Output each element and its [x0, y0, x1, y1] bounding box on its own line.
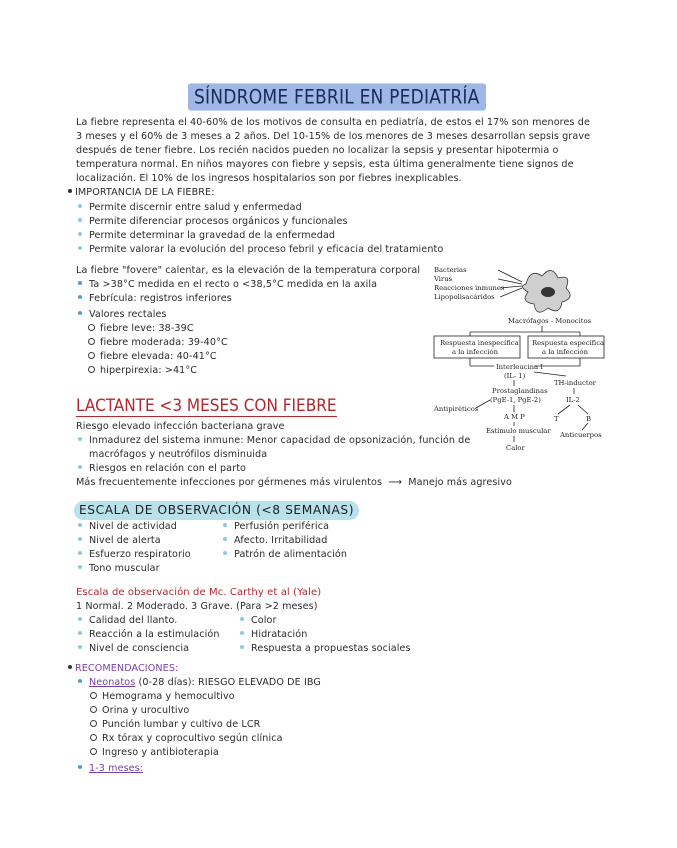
bullet-icon — [223, 523, 227, 527]
list-item — [78, 462, 246, 476]
list-item — [78, 201, 302, 215]
definicion-line: La fiebre "fovere" calentar, es la elevación de la temperatura corporal — [76, 265, 421, 276]
bullet-icon — [78, 679, 82, 683]
escala-heading: ESCALA DE OBSERVACIÓN (<8 SEMANAS) — [74, 501, 359, 520]
circle-bullet-icon — [88, 338, 95, 345]
list-item-text: Reacción a la estimulación — [89, 629, 220, 640]
list-item-text: Calidad del llanto. — [89, 615, 178, 626]
list-item — [78, 520, 177, 534]
antipireticos-label: Antipiréticos — [434, 405, 479, 413]
bullet-icon — [223, 537, 227, 541]
list-item-text: Respuesta a propuestas sociales — [251, 643, 411, 654]
bullet-icon — [78, 523, 82, 527]
bullet-icon — [78, 765, 82, 769]
prostaglandinas-label: Prostaglandinas — [492, 387, 548, 395]
respuesta-inespecifica-line: Respuesta inespecífica — [440, 339, 519, 347]
list-item — [78, 243, 443, 257]
valores-heading: Valores rectales — [89, 309, 167, 320]
list-item — [90, 732, 283, 746]
intro-line: temperatura normal. En niños mayores con fiebre y sepsis, esta última generalmente tiene signos de — [76, 159, 574, 170]
circle-bullet-icon — [90, 692, 97, 699]
b-cell-label: B — [586, 415, 591, 423]
list-item — [223, 548, 347, 562]
recomendaciones-title: RECOMENDACIONES: — [75, 663, 179, 674]
list-item — [78, 642, 189, 656]
intro-line: después de tener fiebre. Los recién nacidos pueden no localizar la sepsis y presentar hipotermia o — [76, 145, 559, 156]
respuesta-especifica-line: Respuesta específica — [532, 339, 605, 347]
amp-label: A M P — [504, 413, 525, 421]
list-item-text: Hidratación — [251, 629, 308, 640]
valor-text: fiebre moderada: 39-40°C — [100, 337, 228, 348]
list-item-text: Inmadurez del sistema inmune: Menor capacidad de opsonización, función de — [89, 435, 471, 446]
list-item — [78, 292, 232, 306]
list-item-text: Permite discernir entre salud y enfermedad — [89, 202, 302, 213]
list-item-text: Nivel de alerta — [89, 535, 161, 546]
calor-label: Calor — [506, 444, 525, 452]
bullet-icon — [78, 437, 82, 441]
bullet-icon — [78, 204, 82, 208]
list-item-text: Rx tórax y coprocultivo según clínica — [102, 733, 283, 744]
intro-line: 3 meses y el 60% de 3 meses a 2 años. Del 10-15% de los menores de 3 meses desarrollan sepsis grave — [76, 131, 591, 142]
circle-bullet-icon — [88, 352, 95, 359]
list-item — [90, 718, 260, 732]
bullet-icon — [240, 645, 244, 649]
list-item — [78, 278, 377, 292]
agent-label: Bacterias — [434, 266, 467, 274]
list-item — [78, 676, 321, 690]
bullet-icon — [78, 565, 82, 569]
arrow-right-icon: ⟶ — [388, 477, 403, 488]
bullet-icon — [78, 645, 82, 649]
bullet-icon — [78, 617, 82, 621]
list-item — [78, 548, 191, 562]
bullet-icon — [78, 295, 82, 299]
list-item-text: Orina y urocultivo — [102, 705, 190, 716]
list-item — [78, 308, 167, 322]
list-item — [223, 534, 327, 548]
list-item — [78, 229, 335, 243]
mas-line — [76, 476, 512, 490]
bullet-icon — [78, 246, 82, 250]
fever-pathophysiology-diagram — [430, 262, 610, 458]
list-item-text: Hemograma y hemocultivo — [102, 691, 235, 702]
meses-label: 1-3 meses: — [89, 763, 144, 774]
list-item — [78, 562, 160, 576]
bullet-icon — [78, 631, 82, 635]
list-item-text: Perfusión periférica — [234, 521, 330, 532]
list-item — [90, 746, 219, 760]
t-cell-label: T — [554, 415, 559, 423]
riesgo-line: Riesgo elevado infección bacteriana grave — [76, 421, 285, 432]
list-item-text: Patrón de alimentación — [234, 549, 348, 560]
respuesta-especifica-line: a la infección — [542, 348, 588, 356]
circle-bullet-icon — [90, 734, 97, 741]
ta-text: Ta >38°C medida en el recto o <38,5°C medida en la axila — [89, 279, 378, 290]
bullet-icon — [240, 631, 244, 635]
bullet-icon — [78, 537, 82, 541]
neonatos-rest: (0-28 días): RIESGO ELEVADO DE IBG — [138, 677, 321, 688]
macrofagos-label: Macrófagos - Monocitos — [508, 317, 592, 325]
bullet-icon — [68, 665, 72, 669]
list-item — [88, 364, 197, 378]
bullet-icon — [240, 617, 244, 621]
yale-heading: Escala de observación de Mc. Carthy et al (Yale) — [76, 587, 322, 598]
circle-bullet-icon — [88, 366, 95, 373]
estimulo-label: Estímulo muscular — [486, 427, 551, 435]
interleucina-label: Interleucina I — [496, 363, 543, 371]
valor-text: fiebre leve: 38-39C — [100, 323, 194, 334]
bullet-icon — [78, 218, 82, 222]
valor-text: hiperpirexia: >41°C — [100, 365, 198, 376]
recomendaciones-heading — [68, 662, 178, 676]
manejo-text: Manejo más agresivo — [408, 477, 513, 488]
list-item-text: Color — [251, 615, 277, 626]
intro-line: localización. El 10% de los ingresos hospitalarios son por fiebres inexplicables. — [76, 173, 462, 184]
valor-text: fiebre elevada: 40-41°C — [100, 351, 217, 362]
bullet-icon — [78, 551, 82, 555]
list-item-text: Tono muscular — [89, 563, 160, 574]
list-item — [88, 322, 194, 336]
list-item-text: Permite valorar la evolución del proceso febril y eficacia del tratamiento — [89, 244, 444, 255]
list-item-text: Permite determinar la gravedad de la enfermedad — [89, 230, 336, 241]
circle-bullet-icon — [90, 748, 97, 755]
febricula-text: Febrícula: registros inferiores — [89, 293, 232, 304]
respuesta-inespecifica-line: a la infección — [452, 348, 498, 356]
list-item — [78, 762, 143, 776]
circle-bullet-icon — [88, 324, 95, 331]
page-title: SÍNDROME FEBRIL EN PEDIATRÍA — [188, 83, 486, 110]
list-item-text: Ingreso y antibioterapia — [102, 747, 219, 758]
list-item-text: Nivel de actividad — [89, 521, 177, 532]
neonatos-label: Neonatos — [89, 677, 136, 688]
yale-scale: 1 Normal. 2 Moderado. 3 Grave. (Para >2 meses) — [76, 601, 318, 612]
list-item — [223, 520, 329, 534]
list-item-continuation: macrófagos y neutrófilos disminuida — [89, 449, 268, 460]
circle-bullet-icon — [90, 706, 97, 713]
importancia-title: IMPORTANCIA DE LA FIEBRE: — [75, 187, 215, 198]
mas-text: Más frecuentemente infecciones por gérmenes más virulentos — [76, 477, 383, 488]
list-item-text: Afecto. Irritabilidad — [234, 535, 328, 546]
list-item — [78, 534, 161, 548]
bullet-icon — [68, 189, 72, 193]
list-item — [78, 215, 348, 229]
agent-label: Virus — [434, 275, 453, 283]
list-item — [78, 434, 470, 448]
bullet-icon — [78, 465, 82, 469]
list-item — [90, 704, 189, 718]
list-item — [90, 690, 235, 704]
list-item — [240, 642, 411, 656]
circle-bullet-icon — [90, 720, 97, 727]
list-item-text: Nivel de consciencia — [89, 643, 190, 654]
list-item — [88, 336, 228, 350]
bullet-icon — [223, 551, 227, 555]
agent-label: Lipopolisacáridos — [434, 293, 495, 301]
list-item — [78, 628, 220, 642]
list-item-text: Punción lumbar y cultivo de LCR — [102, 719, 261, 730]
bullet-icon — [78, 311, 82, 315]
prostaglandinas-label: (PgE-1, PgE-2) — [490, 396, 541, 404]
th-label: TH-inductor — [554, 379, 596, 387]
list-item-text: Riesgos en relación con el parto — [89, 463, 247, 474]
interleucina-label: (IL- 1) — [504, 372, 526, 380]
list-item — [78, 614, 177, 628]
agent-label: Reacciones inmunes — [434, 284, 505, 292]
importancia-heading — [68, 186, 215, 200]
nucleus-icon — [541, 287, 555, 297]
list-item — [88, 350, 217, 364]
anticuerpos-label: Anticuerpos — [560, 431, 602, 439]
list-item — [240, 628, 307, 642]
bullet-icon — [78, 281, 82, 285]
bullet-icon — [78, 232, 82, 236]
list-item-text: Permite diferenciar procesos orgánicos y funcionales — [89, 216, 348, 227]
intro-line: La fiebre representa el 40-60% de los motivos de consulta en pediatría, de estos el 17% son menores de — [76, 117, 590, 128]
il2-label: IL-2 — [566, 396, 580, 404]
list-item — [240, 614, 277, 628]
lactante-heading: LACTANTE <3 MESES CON FIEBRE — [76, 396, 337, 416]
list-item-text: Esfuerzo respiratorio — [89, 549, 191, 560]
